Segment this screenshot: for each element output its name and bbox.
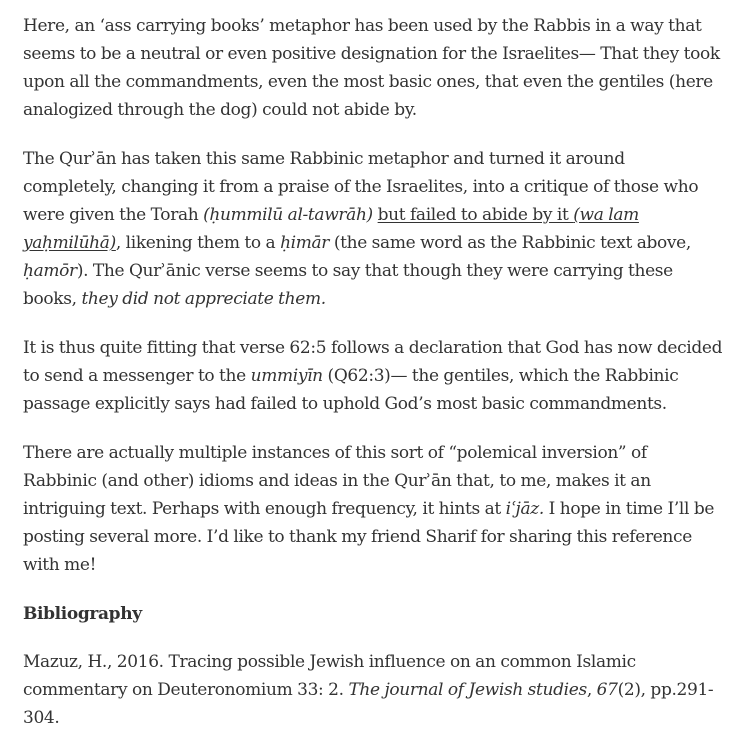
paragraph-ass-metaphor bbox=[23, 12, 723, 124]
paragraph-verse-62-5 bbox=[23, 334, 723, 418]
paragraph-text: It is thus quite fitting that verse 62:5 follows a declaration that God has now decided to send a messenger to the bbox=[23, 338, 723, 386]
underlined-phrase: but failed to abide by it bbox=[377, 205, 574, 225]
reference-text: Mazuz, H., 2016. Tracing possible Jewish influence on an common Islamic commentary on Deuteronomium 33: 2. bbox=[23, 652, 636, 700]
journal-title: The journal of Jewish studies bbox=[348, 680, 587, 700]
paragraph-text: I hope in time I’ll be posting several more. I’d like to thank my friend Sharif for sharing this reference with me! bbox=[23, 499, 715, 575]
paragraph-text: , likening them to a bbox=[115, 233, 281, 253]
paragraph-text: The Qurʾān has taken this same Rabbinic metaphor and turned it around completely, changing it from a praise of the Israelites, into a critique of those who were given the Torah bbox=[23, 149, 699, 225]
paragraph-polemical-inversion bbox=[23, 439, 723, 579]
paragraph-text: (Q62:3)— the gentiles, which the Rabbinic passage explicitly says had failed to uphold God’s most basic commandments. bbox=[23, 366, 679, 414]
italic-term: iʿjāz. bbox=[505, 499, 544, 519]
italic-term: ummiyīn bbox=[250, 366, 323, 386]
article-body bbox=[23, 12, 723, 732]
italic-phrase: they did not appreciate them. bbox=[81, 289, 326, 309]
paragraph-quran-metaphor bbox=[23, 145, 723, 313]
paragraph-text: There are actually multiple instances of this sort of “polemical inversion” of Rabbinic (and other) idioms and ideas in the Qurʾān that, to me, makes it an intriguing text. Perhaps with enough frequency, it hints at bbox=[23, 443, 651, 519]
underlined-italic-phrase: (wa lam yaḥmilūhā) bbox=[23, 205, 639, 253]
italic-phrase: (ḥummilū al-tawrāh) bbox=[203, 205, 373, 225]
reference-text: , bbox=[586, 680, 597, 700]
bibliography-heading: Bibliography bbox=[23, 604, 142, 624]
paragraph-text: ). The Qurʾānic verse seems to say that though they were carrying these books, bbox=[23, 261, 673, 309]
bibliography-reference bbox=[23, 648, 723, 732]
journal-volume: 67 bbox=[596, 680, 618, 700]
paragraph-text: (the same word as the Rabbinic text above, bbox=[329, 233, 691, 253]
italic-term: ḥimār bbox=[280, 233, 330, 253]
italic-term: ḥamōr bbox=[23, 261, 77, 281]
paragraph-text: Here, an ‘ass carrying books’ metaphor has been used by the Rabbis in a way that seems to be a neutral or even positive designation for the Israelites— That they took upon all the commandments, even the most basic ones, that even the gentiles (here analogized through the dog) could not abide by. bbox=[23, 16, 720, 120]
reference-text: (2), pp.291-304. bbox=[23, 680, 714, 728]
